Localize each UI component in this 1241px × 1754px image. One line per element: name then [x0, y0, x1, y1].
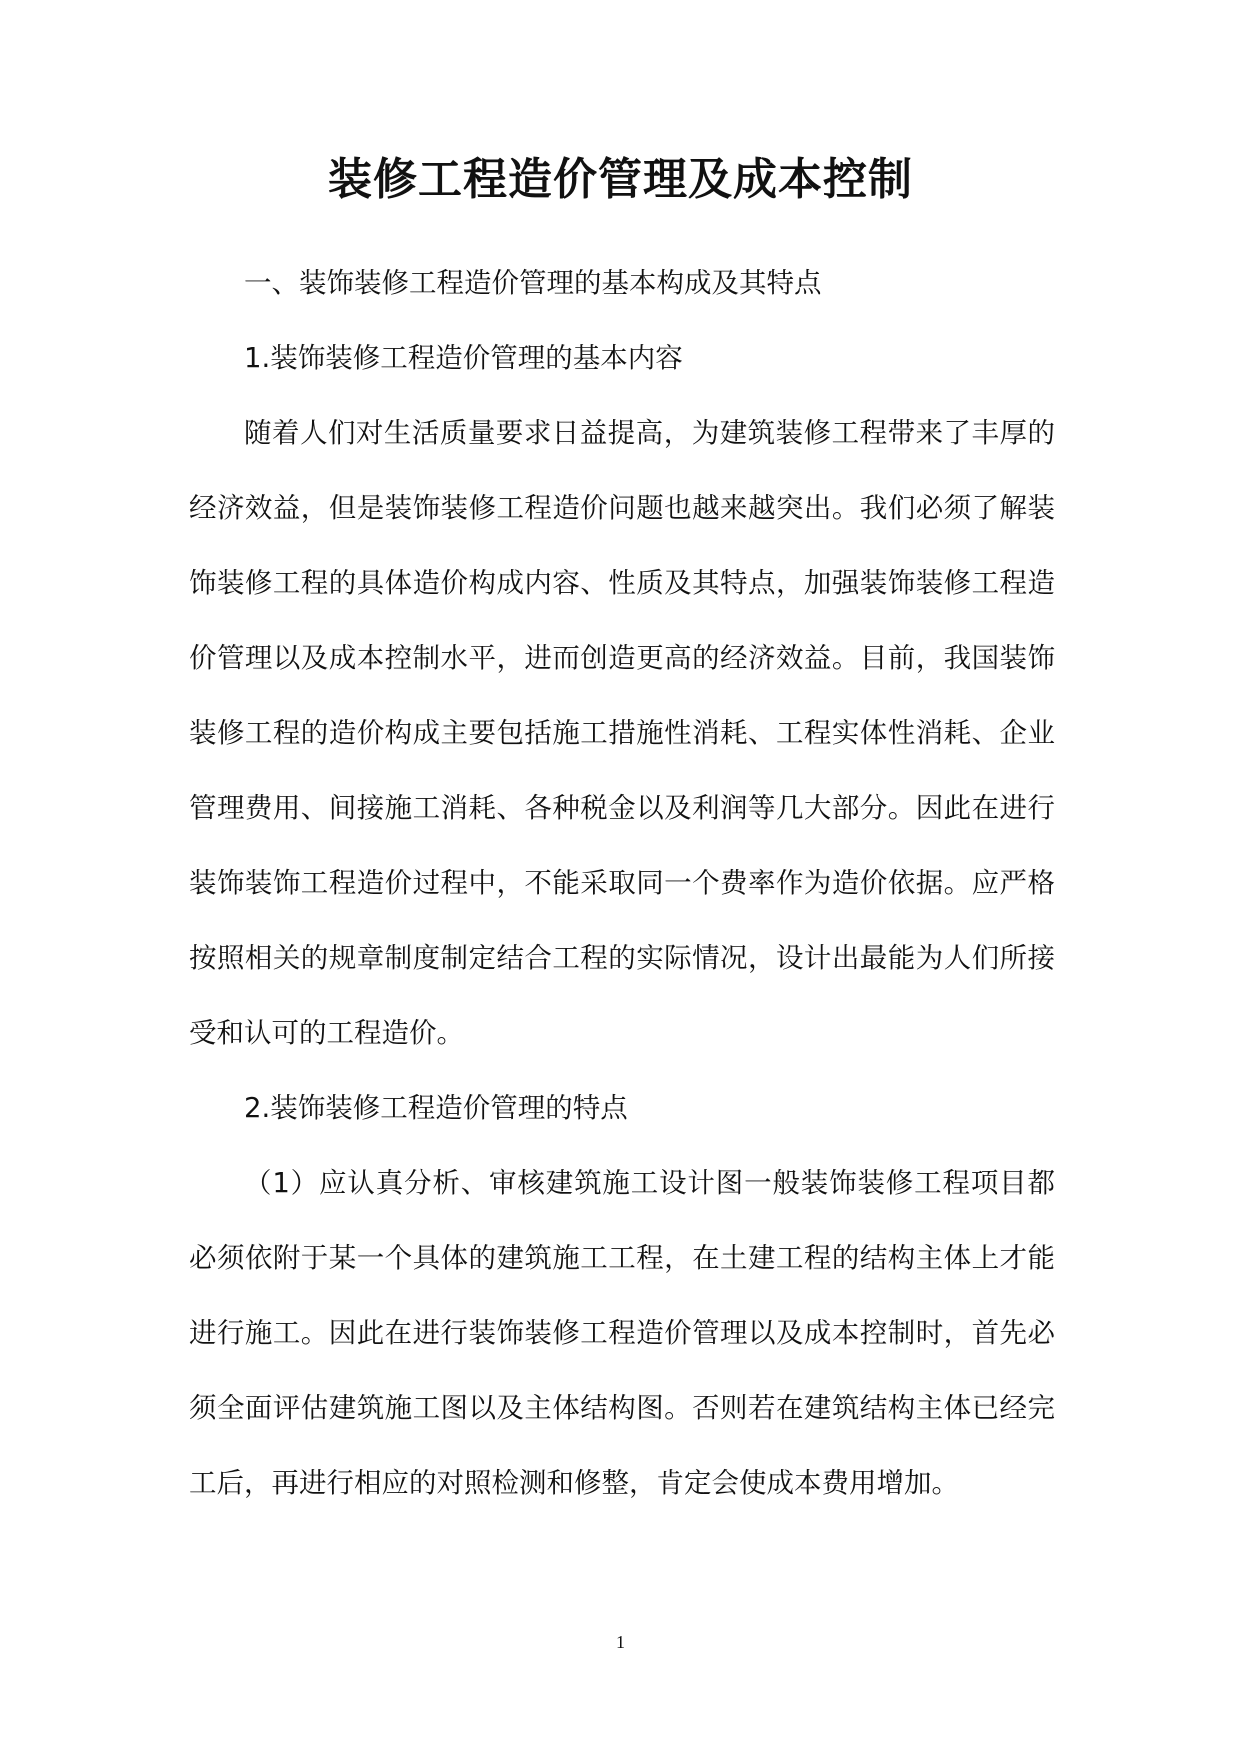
subsection-heading: 2.装饰装修工程造价管理的特点 [244, 1092, 628, 1124]
document-title: 装修工程造价管理及成本控制 [328, 154, 913, 205]
body-paragraph: （1）应认真分析、审核建筑施工设计图一般装饰装修工程项目都必须依附于某一个具体的建筑施工工程，在土建工程的结构主体上才能进行施工。因此在进行装饰装修工程造价管理以及成本控制时，首先必须全面评估建筑施工图以及主体结构图。否则若在建筑结构主体已经完工后，再进行相应的对照检测和修整，肯定会使成本费用增加。 [189, 1167, 1055, 1499]
section-heading: 一、装饰装修工程造价管理的基本构成及其特点 [244, 267, 822, 299]
document-body [189, 246, 1055, 1521]
page-number: 1 [616, 1632, 625, 1652]
body-paragraph: 随着人们对生活质量要求日益提高，为建筑装修工程带来了丰厚的经济效益，但是装饰装修工程造价问题也越来越突出。我们必须了解装饰装修工程的具体造价构成内容、性质及其特点，加强装饰装修工程造价管理以及成本控制水平，进而创造更高的经济效益。目前，我国装饰装修工程的造价构成主要包括施工措施性消耗、工程实体性消耗、企业管理费用、间接施工消耗、各种税金以及利润等几大部分。因此在进行装饰装饰工程造价过程中，不能采取同一个费率作为造价依据。应严格按照相关的规章制度制定结合工程的实际情况，设计出最能为人们所接受和认可的工程造价。 [189, 417, 1055, 1049]
subsection-heading: 1.装饰装修工程造价管理的基本内容 [244, 342, 683, 374]
